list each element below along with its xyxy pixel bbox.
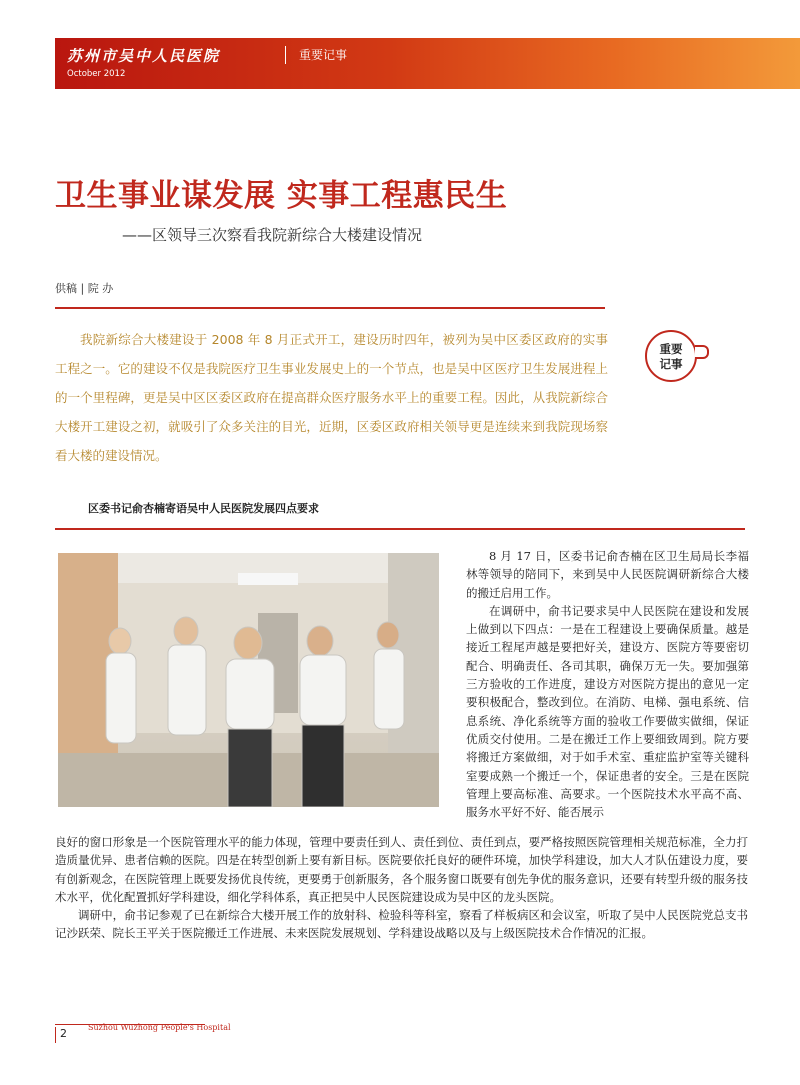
body-paragraph: 在调研中，俞书记要求吴中人民医院在建设和发展上做到以下四点：一是在工程建设上要确保质量。越是接近工程尾声越是要把好关，建设方、医院方等要密切配合、明确责任、各司其职，确保万无一失。要加强第三方验收的工作进度，建设方对医院方提出的意见一定要积极配合，整改到位。在消防、电梯、强电系统、信息系统、净化系统等方面的验收工作要做实做细，保证优质交付使用。二是在搬迁工作上要细致周到。院方要将搬迁方案做细，对于如手术室、重症监护室等关键科室要成熟一个搬迁一个，保证患者的安全。三是在医院管理上要高标准、高要求。一个医院技术水平高不高、服务水平好不好、能否展示 — [466, 603, 749, 820]
section-divider — [55, 528, 745, 530]
article-subtitle: ——区领导三次察看我院新综合大楼建设情况 — [122, 226, 423, 244]
badge-tail — [695, 345, 709, 359]
section-badge — [645, 330, 697, 382]
intro-paragraph: 我院新综合大楼建设于 2008 年 8 月正式开工，建设历时四年，被列为吴中区委区政府的实事工程之一。它的建设不仅是我院医疗卫生事业发展史上的一个节点，也是吴中区医疗卫生发展进程上的一个里程碑，更是吴中区区委区政府在提高群众医疗服务水平上的重要工程。因此，从我院新综合大楼开工建设之初，就吸引了众多关注的目光，近期，区委区政府相关领导更是连续来到我院现场察看大楼的建设情况。 — [55, 332, 608, 463]
issue-date: October 2012 — [67, 69, 126, 79]
section-label: 重要记事 — [299, 48, 348, 62]
header-band — [55, 38, 800, 89]
body-full-width — [55, 833, 748, 943]
photo-illustration — [58, 553, 439, 807]
section-heading: 区委书记俞杏楠寄语吴中人民医院发展四点要求 — [88, 502, 319, 515]
body-paragraph: 调研中，俞书记参观了已在新综合大楼开展工作的放射科、检验科等科室，察看了样板病区和会议室，听取了吴中人民医院党总支书记沙跃荣、院长王平关于医院搬迁工作进展、未来医院发展规划、学科建设战略以及与上级医院技术合作情况的汇报。 — [55, 908, 748, 941]
body-paragraph-continued: 良好的窗口形象是一个医院管理水平的能力体现，管理中要责任到人、责任到位、责任到点，要严格按照医院管理相关规范标准，全力打造质量优异、患者信赖的医院。四是在转型创新上要有新目标。医院要依托良好的硬件环境，加快学科建设，加大人才队伍建设力度，要有创新观念，在医院管理上既要发扬优良传统，更要勇于创新服务，各个服务窗口既要有创先争优的服务意识，还要有转型升级的服务技术水平，优化配置抓好学科建设，细化学科体系，真正把吴中人民医院建设成为吴中区的龙头医院。 — [55, 835, 748, 904]
body-paragraph: 8 月 17 日，区委书记俞杏楠在区卫生局局长李福林等领导的陪同下，来到吴中人民医院调研新综合大楼的搬迁启用工作。 — [466, 549, 749, 600]
badge-label: 重要 记事 — [659, 342, 683, 371]
news-photo — [58, 553, 439, 807]
hospital-brand: 苏州市吴中人民医院 — [67, 47, 221, 65]
body-column — [466, 547, 749, 821]
header-divider — [285, 46, 286, 64]
article-title: 卫生事业谋发展 实事工程惠民生 — [55, 178, 508, 214]
title-divider — [55, 307, 605, 309]
page-number: 2 — [55, 1027, 67, 1043]
publication-name: Suzhou Wuzhong People's Hospital — [88, 1023, 231, 1032]
byline: 供稿 | 院 办 — [55, 282, 114, 295]
